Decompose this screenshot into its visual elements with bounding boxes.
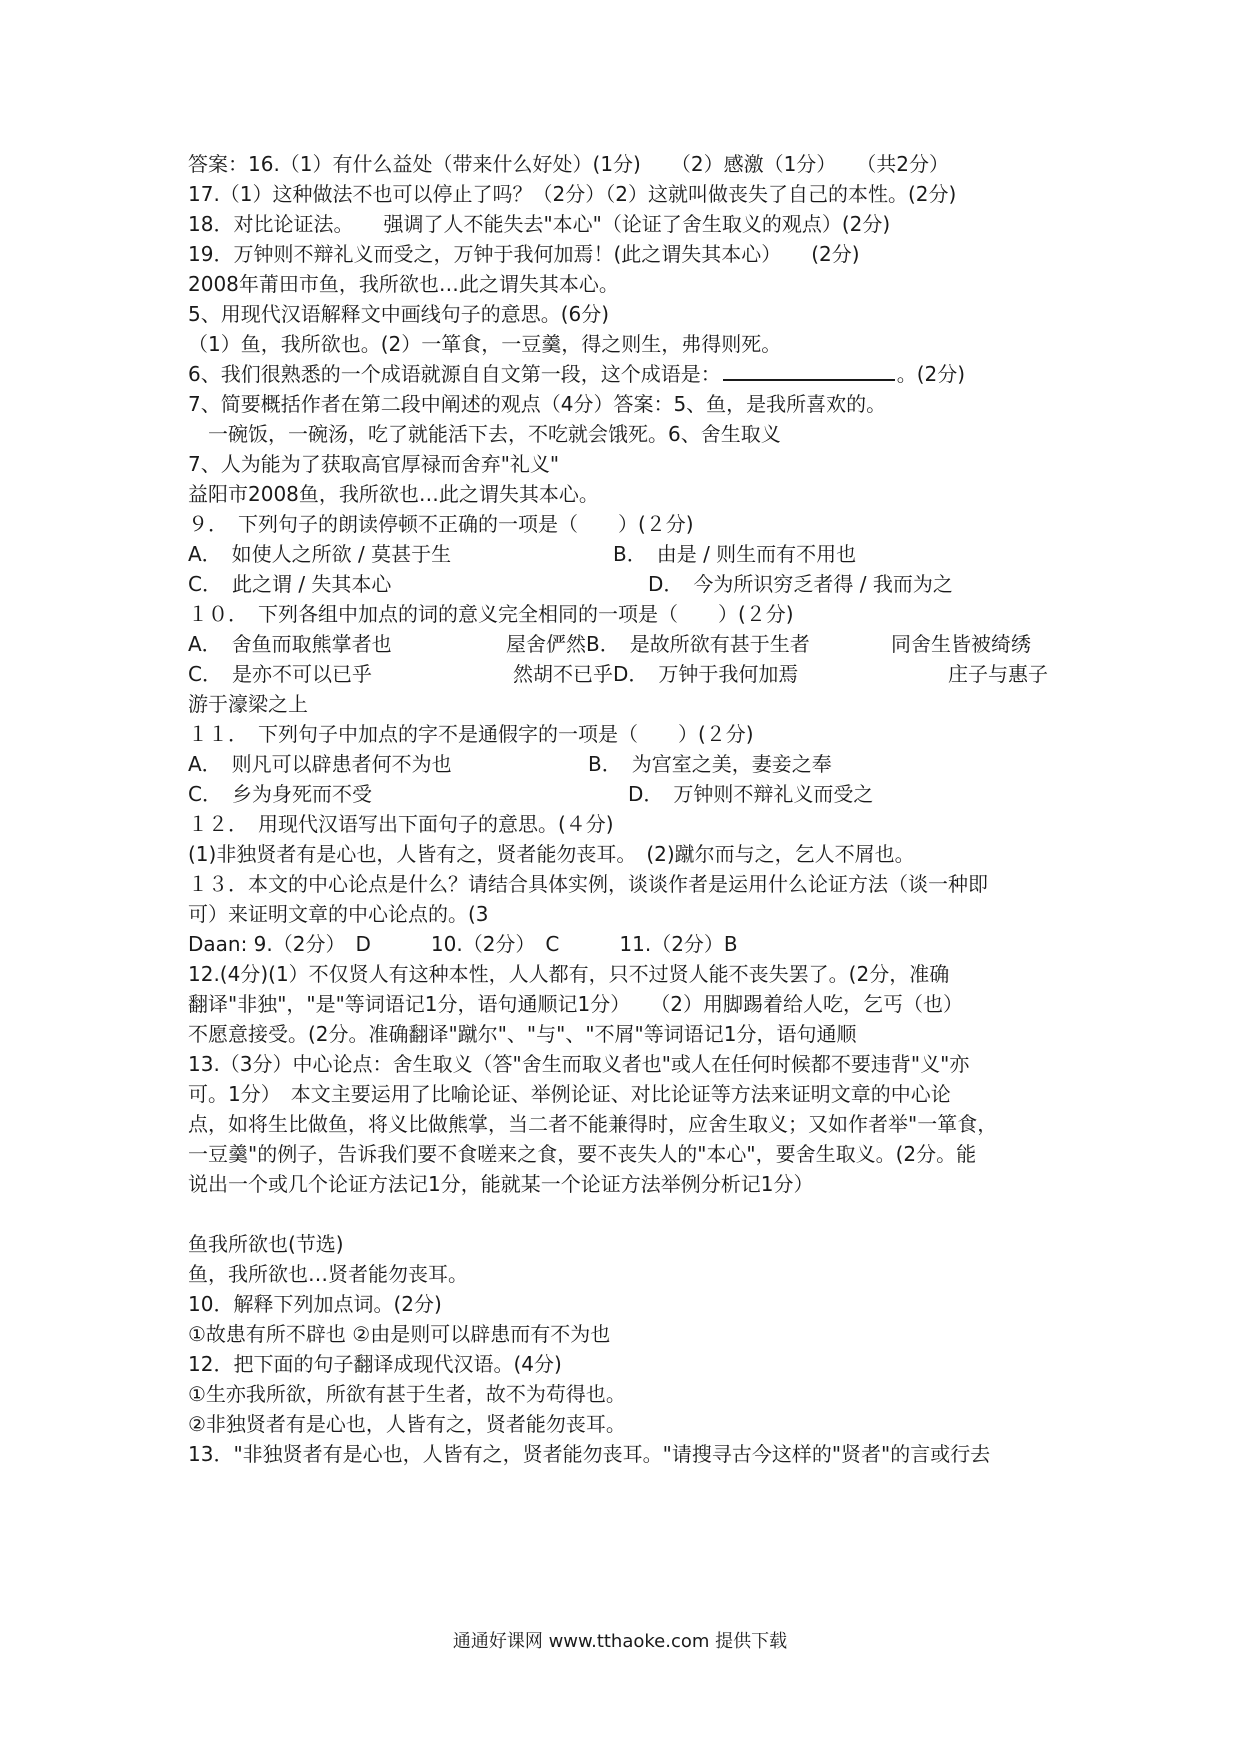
option-a: A． 舍鱼而取熊掌者也 [188, 632, 392, 656]
answer-12-line-1: 12.(4分)(1）不仅贤人有这种本性，人人都有，只不过贤人能不丧失罢了。(2分，准确 [188, 962, 950, 986]
question-7: 7、简要概括作者在第二段中阐述的观点（4分）答案：5、鱼，是我所喜欢的。 [188, 392, 887, 416]
option-b: 屋舍俨然B． 是故所欲有甚于生者 [506, 632, 810, 656]
question-10-b-items: ①故患有所不辟也 ②由是则可以辟患而有不为也 [188, 1322, 611, 1346]
question-12-b-item-2: ②非独贤者有是心也，人皆有之，贤者能勿丧耳。 [188, 1412, 626, 1436]
question-10-b: 10．解释下列加点词。(2分) [188, 1292, 442, 1316]
question-9-options-row-2 [188, 568, 1068, 600]
footer-watermark: 通通好课网 www.tthaoke.com 提供下载 [452, 1631, 788, 1652]
option-d: D． 万钟则不辩礼义而受之 [628, 782, 874, 806]
answer-13-line-4: 一豆羹"的例子，告诉我们要不食嗟来之食，要不丧失人的"本心"，要舍生取义。(2分。能 [188, 1142, 977, 1166]
question-5: 5、用现代汉语解释文中画线句子的意思。(6分) [188, 302, 610, 326]
answer-line-17: 17.（1）这种做法不也可以停止了吗？（2分）（2）这就叫做丧失了自己的本性。(2分) [188, 182, 957, 206]
option-d: 然胡不已乎D． 万钟于我何加焉 [513, 662, 799, 686]
question-9-options-row-1 [188, 538, 1068, 570]
question-13-b: 13．"非独贤者有是心也，人皆有之，贤者能勿丧耳。"请搜寻古今这样的"贤者"的言或行去 [188, 1442, 991, 1466]
question-10-tail: 游于濠梁之上 [188, 692, 308, 716]
answer-line-7: 7、人为能为了获取高官厚禄而舍弃"礼义" [188, 452, 560, 476]
question-12: １２． 用现代汉语写出下面句子的意思。(４分) [188, 812, 614, 836]
question-13: １３．本文的中心论点是什么？请结合具体实例，谈谈作者是运用什么论证方法（谈一种即 [188, 872, 988, 896]
option-b: B． 由是 / 则生而有不用也 [613, 542, 857, 566]
answer-key-9-11: Daan: 9.（2分） D 10.（2分） C 11.（2分）B [188, 932, 738, 956]
question-5-sentences: （1）鱼，我所欲也。(2）一箪食，一豆羹，得之则生，弗得则死。 [188, 332, 782, 356]
section-heading-putian: 2008年莆田市鱼，我所欲也…此之谓失其本心。 [188, 272, 619, 296]
answer-13-line-3: 点，如将生比做鱼，将义比做熊掌，当二者不能兼得时，应舍生取义；又如作者举"一箪食， [188, 1112, 998, 1136]
option-c: C． 此之谓 / 失其本心 [188, 572, 392, 596]
option-d: D． 今为所识穷乏者得 / 我而为之 [648, 572, 953, 596]
question-12-sentences: (1)非独贤者有是心也，人皆有之，贤者能勿丧耳。 (2)蹴尔而与之，乞人不屑也。 [188, 842, 915, 866]
answer-line-16: 答案：16.（1）有什么益处（带来什么好处）(1分) （2）感激（1分） （共2分） [188, 152, 950, 176]
answer-line-5-6: 一碗饭，一碗汤，吃了就能活下去，不吃就会饿死。6、舍生取义 [188, 422, 781, 446]
question-13-cont: 可）来证明文章的中心论点的。(3 [188, 902, 489, 926]
question-11: １１． 下列句子中加点的字不是通假字的一项是（ ）(２分) [188, 722, 754, 746]
option-c: C． 是亦不可以已乎 [188, 662, 372, 686]
question-6 [188, 358, 1068, 390]
question-9: ９． 下列句子的朗读停顿不正确的一项是（ ）(２分) [188, 512, 694, 536]
answer-13-line-5: 说出一个或几个论证方法记1分，能就某一个论证方法举例分析记1分） [188, 1172, 814, 1196]
question-10-options-row-2 [188, 658, 1068, 690]
question-6-score: 。(2分) [896, 362, 966, 386]
answer-line-19: 19．万钟则不辩礼义而受之，万钟于我何加焉！(此之谓失其本心） (2分) [188, 242, 860, 266]
question-10-options-row-1 [188, 628, 1068, 660]
question-6-text: 6、我们很熟悉的一个成语就源自自文第一段，这个成语是： [188, 362, 721, 386]
answer-line-18: 18．对比论证法。 强调了人不能失去"本心"（论证了舍生取义的观点）(2分) [188, 212, 891, 236]
option-b-tail: 同舍生皆被绮绣 [891, 632, 1031, 656]
option-d-tail: 庄子与惠子 [948, 662, 1048, 686]
option-c: C． 乡为身死而不受 [188, 782, 372, 806]
option-a: A． 如使人之所欲 / 莫甚于生 [188, 542, 452, 566]
answer-13-line-2: 可。1分） 本文主要运用了比喻论证、举例论证、对比论证等方法来证明文章的中心论 [188, 1082, 951, 1106]
section-title: 鱼我所欲也(节选) [188, 1232, 344, 1256]
answer-12-line-3: 不愿意接受。(2分。准确翻译"蹴尔"、"与"、"不屑"等词语记1分，语句通顺 [188, 1022, 857, 1046]
answer-blank [723, 359, 895, 381]
question-11-options-row-2 [188, 778, 1068, 810]
answer-13-line-1: 13.（3分）中心论点：舍生取义（答"舍生而取义者也"或人在任何时候都不要违背"义"亦 [188, 1052, 970, 1076]
section-heading-yiyang: 益阳市2008鱼，我所欲也…此之谓失其本心。 [188, 482, 599, 506]
question-12-b: 12．把下面的句子翻译成现代汉语。(4分) [188, 1352, 562, 1376]
option-a: A． 则凡可以辟患者何不为也 [188, 752, 452, 776]
passage-excerpt: 鱼，我所欲也…贤者能勿丧耳。 [188, 1262, 468, 1286]
question-11-options-row-1 [188, 748, 1068, 780]
answer-12-line-2: 翻译"非独"，"是"等词语记1分，语句通顺记1分） （2）用脚踢着给人吃，乞丐（也） [188, 992, 963, 1016]
question-12-b-item-1: ①生亦我所欲，所欲有甚于生者，故不为苟得也。 [188, 1382, 626, 1406]
option-b: B． 为宫室之美，妻妾之奉 [588, 752, 832, 776]
question-10: １０． 下列各组中加点的词的意义完全相同的一项是（ ）(２分) [188, 602, 794, 626]
